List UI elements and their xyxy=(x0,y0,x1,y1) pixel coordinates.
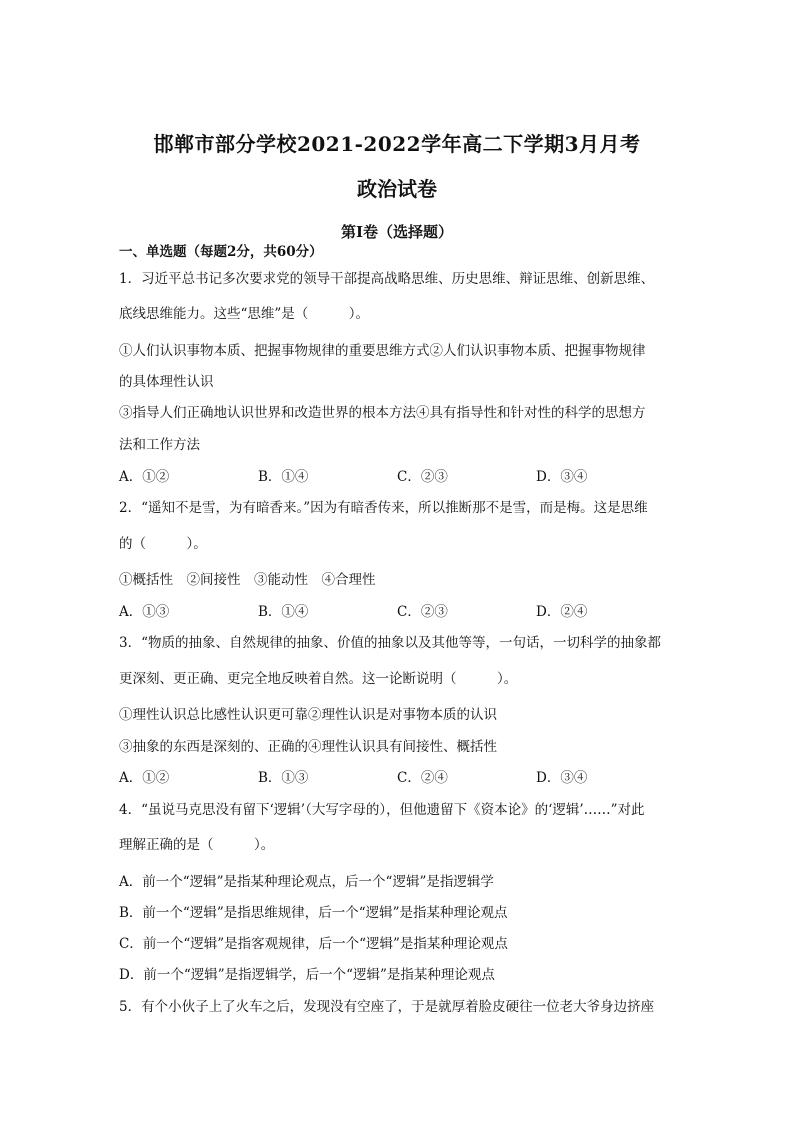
q4-stem-line2: 理解正确的是（ ）。 xyxy=(119,837,275,853)
volume-heading: 第Ⅰ卷（选择题） xyxy=(340,223,454,241)
q1-option-c: C．②③ xyxy=(397,469,448,485)
q2-option-b: B．①④ xyxy=(258,604,309,620)
q3-stem-line1: 3．“物质的抽象、自然规律的抽象、价值的抽象以及其他等等，一句话，一切科学的抽象都 xyxy=(119,635,661,651)
exam-title: 邯郸市部分学校2021-2022学年高二下学期3月月考 xyxy=(153,132,641,156)
q4-option-c: C．前一个“逻辑”是指客观规律，后一个“逻辑”是指某种理论观点 xyxy=(119,936,508,952)
q1-statement-line4: 法和工作方法 xyxy=(119,437,200,453)
q5-stem-line1: 5．有个小伙子上了火车之后，发现没有空座了，于是就厚着脸皮硬往一位老大爷身边挤座 xyxy=(119,999,655,1015)
q3-statement-line1: ①理性认识总比感性认识更可靠②理性认识是对事物本质的认识 xyxy=(119,707,497,723)
q3-option-a: A．①② xyxy=(119,770,170,786)
exam-subject: 政治试卷 xyxy=(357,177,437,201)
q4-option-b: B．前一个“逻辑”是指思维规律，后一个“逻辑”是指某种理论观点 xyxy=(119,905,508,921)
q1-stem-line2: 底线思维能力。这些“思维”是（ ）。 xyxy=(119,306,370,322)
q2-stem-line1: 2．“遥知不是雪，为有暗香来。”因为有暗香传来，所以推断那不是雪，而是梅。这是思维 xyxy=(119,500,648,516)
q2-option-d: D．②④ xyxy=(536,604,588,620)
q1-statement-line1: ①人们认识事物本质、把握事物规律的重要思维方式②人们认识事物本质、把握事物规律 xyxy=(119,343,646,359)
q3-option-d: D．③④ xyxy=(536,770,588,786)
q3-statement-line2: ③抽象的东西是深刻的、正确的④理性认识具有间接性、概括性 xyxy=(119,739,497,755)
q4-option-d: D．前一个“逻辑”是指逻辑学，后一个“逻辑”是指某种理论观点 xyxy=(119,967,495,983)
q1-statement-line2: 的具体理性认识 xyxy=(119,374,214,390)
q4-option-a: A．前一个“逻辑”是指某种理论观点，后一个“逻辑”是指逻辑学 xyxy=(119,874,494,890)
q2-stem-line2: 的（ ）。 xyxy=(119,536,207,552)
q2-option-a: A．①③ xyxy=(119,604,170,620)
q1-stem-line1: 1．习近平总书记多次要求党的领导干部提高战略思维、历史思维、辩证思维、创新思维、 xyxy=(119,271,655,287)
q1-option-d: D．③④ xyxy=(536,469,588,485)
q3-option-c: C．②④ xyxy=(397,770,448,786)
q1-option-a: A．①② xyxy=(119,469,170,485)
q2-statements: ①概括性 ②间接性 ③能动性 ④合理性 xyxy=(119,572,376,588)
q4-stem-line1: 4．“虽说马克思没有留下‘逻辑’（大写字母的），但他遗留下《资本论》的‘逻辑’……”对此 xyxy=(119,802,645,818)
q1-statement-line3: ③指导人们正确地认识世界和改造世界的根本方法④具有指导性和针对性的科学的思想方 xyxy=(119,405,646,421)
q1-option-b: B．①④ xyxy=(258,469,309,485)
q2-option-c: C．②③ xyxy=(397,604,448,620)
section-heading: 一、单选题（每题2分，共60分） xyxy=(119,244,323,260)
q3-stem-line2: 更深刻、更正确、更完全地反映着自然。这一论断说明（ ）。 xyxy=(119,671,518,687)
q3-option-b: B．①③ xyxy=(258,770,309,786)
